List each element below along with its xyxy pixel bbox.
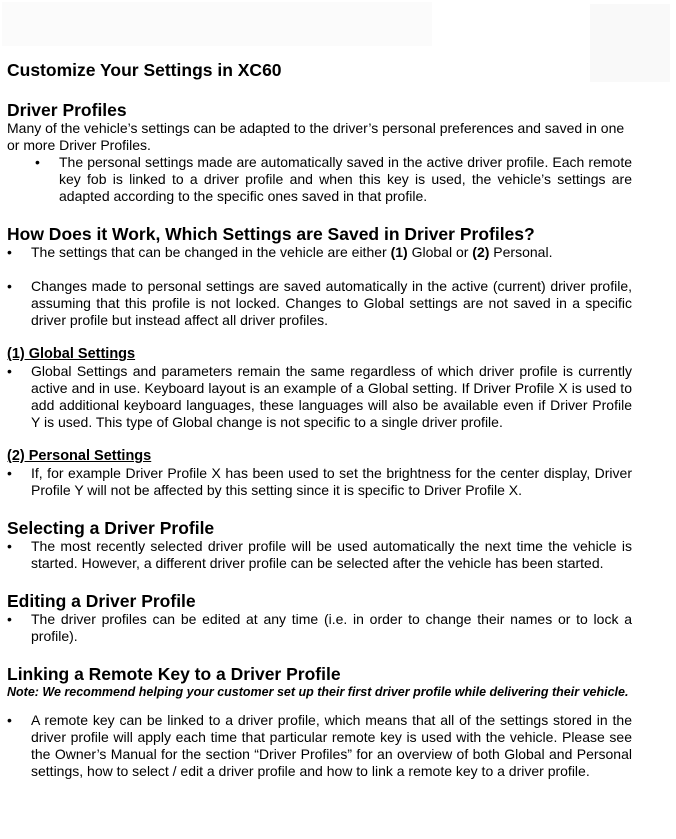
list-item: [7, 465, 632, 499]
list-item: [7, 278, 632, 329]
header-placeholder: [2, 2, 432, 46]
list-item-text-mid: Global or: [407, 244, 473, 260]
bullet-icon: •: [7, 538, 12, 554]
section-heading: Selecting a Driver Profile: [7, 518, 215, 538]
section-personal-settings: [7, 448, 632, 499]
list-item-text: Global Settings and parameters remain the same regardless of which driver profile is currently active and in use. Keyboard layout is an example of a Global setting. If Driver Profile X is used to add additional keyboard languages, these languages will also be available even if Driver Profile Y is used. This type of Global change is not specific to a single driver profile.: [31, 363, 632, 430]
list-item: [35, 154, 632, 205]
bullet-list: [7, 712, 632, 780]
section-linking-remote-key: [7, 664, 632, 780]
list-item-text: The personal settings made are automatically saved in the active driver profile. Each remote key fob is linked to a driver profile and when this key is used, the vehicle’s settings are adapted according to the specific ones saved in that profile.: [59, 154, 632, 204]
section-editing-profile: [7, 591, 632, 645]
note-text: Note: We recommend helping your customer set up their first driver profile while delivering their vehicle.: [7, 685, 629, 699]
bullet-list: [7, 154, 632, 205]
bullet-list: [7, 465, 632, 499]
list-item-text: The most recently selected driver profile will be used automatically the next time the vehicle is started. However, a different driver profile can be selected after the vehicle has been started.: [31, 538, 632, 571]
document-page: [7, 59, 632, 780]
subsection-heading: (2) Personal Settings: [7, 448, 152, 464]
bullet-icon: •: [7, 363, 12, 379]
subsection-heading: (1) Global Settings: [7, 346, 136, 362]
section-selecting-profile: [7, 518, 632, 572]
section-global-settings: [7, 346, 632, 431]
list-item: [7, 244, 632, 261]
global-marker: (1): [390, 244, 408, 260]
section-how-it-works: [7, 224, 632, 329]
bullet-list: [7, 363, 632, 431]
page-title: Customize Your Settings in XC60: [7, 60, 282, 80]
bullet-list: [7, 538, 632, 572]
list-item-text-start: The settings that can be changed in the vehicle are either: [31, 244, 391, 260]
list-item: [7, 538, 632, 572]
list-item: [7, 363, 632, 431]
section-heading: Linking a Remote Key to a Driver Profile: [7, 664, 341, 684]
list-item: [7, 712, 632, 780]
section-heading: Editing a Driver Profile: [7, 591, 196, 611]
section-intro: Many of the vehicle’s settings can be adapted to the driver’s personal preferences and saved in one or more Driver Profiles.: [7, 120, 625, 153]
section-heading: Driver Profiles: [7, 100, 127, 120]
section-driver-profiles: [7, 100, 632, 205]
bullet-icon: •: [7, 465, 12, 481]
bullet-icon: •: [7, 278, 12, 294]
list-item-text: A remote key can be linked to a driver profile, which means that all of the settings stored in the driver profile will apply each time that particular remote key is used with the vehicle. Please see the Owner’s Manual for the section “Driver Profiles” for an overview of both Global and Personal settings, how to select / edit a driver profile and how to link a remote key to a driver profile.: [31, 712, 632, 779]
list-item-text: If, for example Driver Profile X has been used to set the brightness for the center display, Driver Profile Y will not be affected by this setting since it is specific to Driver Profile X.: [31, 465, 632, 498]
list-item-text-end: Personal.: [489, 244, 553, 260]
section-heading: How Does it Work, Which Settings are Saved in Driver Profiles?: [7, 224, 535, 244]
bullet-icon: •: [7, 244, 12, 260]
list-item: [7, 611, 632, 645]
bullet-icon: •: [7, 611, 12, 627]
list-item-text: The driver profiles can be edited at any time (i.e. in order to change their names or to lock a profile).: [31, 611, 632, 644]
bullet-list: [7, 611, 632, 645]
bullet-icon: •: [7, 712, 12, 728]
personal-marker: (2): [472, 244, 490, 260]
bullet-list: [7, 244, 632, 329]
bullet-icon: •: [35, 154, 40, 170]
list-item-text: Changes made to personal settings are saved automatically in the active (current) driver profile, assuming that this profile is not locked. Changes to Global settings are not saved in a specific driver profile but instead affect all driver profiles.: [31, 278, 632, 328]
